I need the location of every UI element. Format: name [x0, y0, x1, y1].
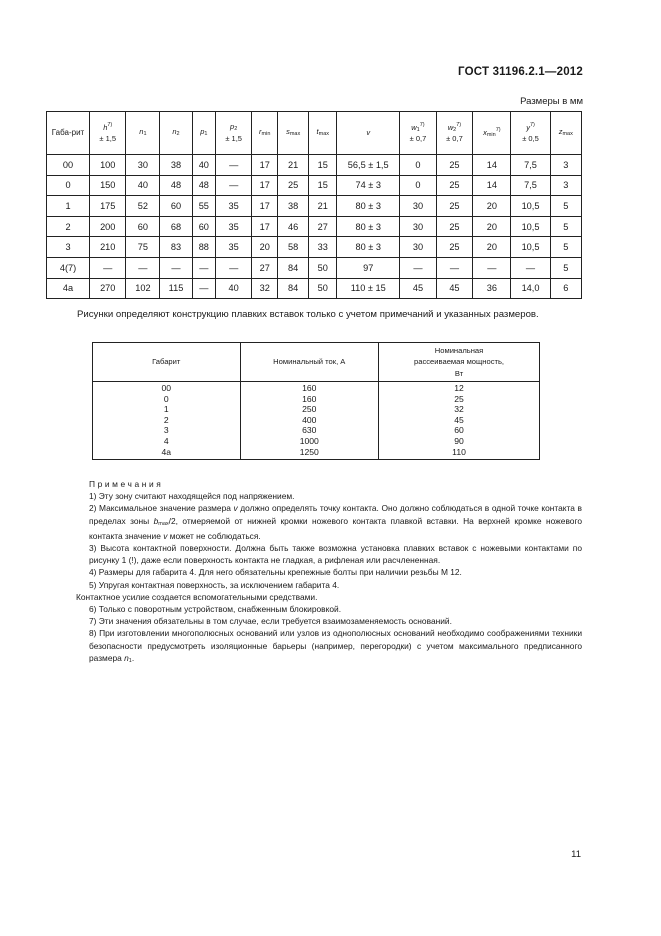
dims-cell: 33: [309, 237, 337, 258]
dims-cell: 55: [192, 196, 215, 217]
dims-cell: 40: [215, 278, 251, 299]
power-cell: 160: [240, 394, 379, 405]
dims-cell: 60: [160, 196, 192, 217]
power-cell: 12: [379, 382, 540, 394]
dims-cell: 35: [215, 237, 251, 258]
note-3: 3) Высота контактной поверхности. Должна быть также возможна установка плавких вставок с ножевыми контактами по рисунку 1 (!), даже если поверхность контакта не гладкая, а рифленая или расчлененная.: [89, 543, 582, 566]
power-cell: 110: [379, 447, 540, 460]
dims-cell: 38: [160, 155, 192, 176]
dims-cell: —: [126, 257, 160, 278]
note-5: 5) Упругая контактная поверхность, за исключением габарита 4.: [89, 579, 340, 590]
power-header-dissipation: Номинальная рассеиваемая мощность, Вт: [379, 343, 540, 382]
dims-cell: 270: [90, 278, 126, 299]
dims-cell: —: [400, 257, 436, 278]
dimensions-table: [46, 111, 582, 299]
document-id: ГОСТ 31196.2.1—2012: [458, 66, 583, 78]
note-2: 2) Максимальное значение размера v должно определять точку контакта. Оно должно соблюдаться в одной точке контакта в пределах зоны bmax/2, отмеряемой от нижней кромки ножевого контакта плавкой вставки. На верхней кромке ножевого контакта значение v может не соблюдаться.: [89, 503, 582, 541]
dims-cell: 0: [400, 155, 436, 176]
power-row: [93, 425, 540, 436]
dims-cell: 150: [90, 175, 126, 196]
dims-row: [47, 237, 582, 258]
power-cell: 1250: [240, 447, 379, 460]
dims-cell: 4a: [47, 278, 90, 299]
dims-col-header: n2: [160, 112, 192, 155]
dims-cell: 46: [278, 216, 309, 237]
power-cell: 60: [379, 425, 540, 436]
power-cell: 3: [93, 425, 241, 436]
power-cell: 630: [240, 425, 379, 436]
dims-cell: 17: [252, 216, 278, 237]
dims-cell: 6: [550, 278, 581, 299]
dims-cell: 102: [126, 278, 160, 299]
dims-cell: —: [160, 257, 192, 278]
dims-cell: 50: [309, 278, 337, 299]
dims-cell: 175: [90, 196, 126, 217]
dims-cell: 45: [436, 278, 472, 299]
power-row: [93, 394, 540, 405]
dims-cell: 2: [47, 216, 90, 237]
dims-col-header: xmin$^{7)}$: [473, 112, 511, 155]
dims-cell: 17: [252, 155, 278, 176]
dims-cell: 84: [278, 278, 309, 299]
dims-col-header: Габа-рит: [47, 112, 90, 155]
dims-cell: 14: [473, 175, 511, 196]
dims-cell: 80 ± 3: [337, 216, 400, 237]
dims-cell: 75: [126, 237, 160, 258]
dims-cell: 20: [473, 196, 511, 217]
dims-col-header: tmax: [309, 112, 337, 155]
dims-cell: 3: [550, 175, 581, 196]
dims-cell: 25: [436, 196, 472, 217]
power-header-row: [93, 343, 540, 382]
dims-cell: 15: [309, 175, 337, 196]
note-7: 7) Эти значения обязательны в том случае, если требуется взаимозаменяемость оснований.: [89, 616, 452, 627]
dims-cell: 80 ± 3: [337, 196, 400, 217]
dims-col-header: $h^{7)}$ ± 1,5: [90, 112, 126, 155]
dims-cell: 30: [400, 237, 436, 258]
dims-cell: 21: [278, 155, 309, 176]
dims-cell: 27: [309, 216, 337, 237]
dims-cell: 3: [47, 237, 90, 258]
dims-col-header: n1: [126, 112, 160, 155]
dims-cell: 45: [400, 278, 436, 299]
dims-cell: 84: [278, 257, 309, 278]
notes-heading: Примечания: [89, 479, 164, 489]
notes-block: [76, 478, 582, 667]
note-8: 8) При изготовлении многополюсных оснований или узлов из однополюсных оснований необходимо соображениями техники безопасности предусмотреть изоляционные барьеры (например, перегородки) с учетом максимального предписанного размера n1.: [89, 628, 582, 664]
dims-cell: —: [215, 257, 251, 278]
dims-cell: —: [192, 278, 215, 299]
dims-cell: 5: [550, 237, 581, 258]
power-cell: 160: [240, 382, 379, 394]
dims-cell: 5: [550, 196, 581, 217]
dims-col-header: $w1^{7)}$ ± 0,7: [400, 112, 436, 155]
power-row: [93, 404, 540, 415]
dims-cell: 38: [278, 196, 309, 217]
dims-cell: 115: [160, 278, 192, 299]
dims-cell: 35: [215, 196, 251, 217]
dims-cell: 27: [252, 257, 278, 278]
power-cell: 25: [379, 394, 540, 405]
dims-cell: 5: [550, 257, 581, 278]
dims-cell: 210: [90, 237, 126, 258]
dims-cell: —: [90, 257, 126, 278]
dims-cell: 1: [47, 196, 90, 217]
dims-cell: 30: [400, 196, 436, 217]
dims-cell: 88: [192, 237, 215, 258]
page-number: 11: [571, 849, 581, 860]
dims-cell: —: [192, 257, 215, 278]
dims-col-header: smax: [278, 112, 309, 155]
figure-note: Рисунки определяют конструкцию плавких вставок только с учетом примечаний и указанных размеров.: [77, 309, 539, 320]
dims-cell: 30: [400, 216, 436, 237]
dims-cell: 20: [252, 237, 278, 258]
dims-cell: 50: [309, 257, 337, 278]
dimensions-header-row: [47, 112, 582, 155]
power-table: [92, 342, 540, 460]
dims-col-header: p1: [192, 112, 215, 155]
dims-cell: 30: [126, 155, 160, 176]
power-cell: 90: [379, 436, 540, 447]
dims-col-header: rmin: [252, 112, 278, 155]
dims-cell: 110 ± 15: [337, 278, 400, 299]
dims-cell: 0: [400, 175, 436, 196]
dims-cell: —: [511, 257, 550, 278]
power-cell: 1000: [240, 436, 379, 447]
dims-cell: 25: [278, 175, 309, 196]
dims-cell: —: [215, 175, 251, 196]
power-cell: 4a: [93, 447, 241, 460]
dims-cell: 15: [309, 155, 337, 176]
dims-row: [47, 175, 582, 196]
dims-col-header: p2 ± 1,5: [215, 112, 251, 155]
dims-cell: 20: [473, 216, 511, 237]
dims-cell: 17: [252, 175, 278, 196]
power-cell: 2: [93, 415, 241, 426]
power-cell: 32: [379, 404, 540, 415]
note-1: 1) Эту зону считают находящейся под напряжением.: [89, 491, 295, 502]
dims-cell: 60: [126, 216, 160, 237]
power-cell: 0: [93, 394, 241, 405]
dims-cell: 40: [126, 175, 160, 196]
power-row: [93, 382, 540, 394]
dims-row: [47, 196, 582, 217]
dims-cell: —: [215, 155, 251, 176]
dims-row: [47, 155, 582, 176]
power-row: [93, 447, 540, 460]
note-5-continued: Контактное усилие создается вспомогательными средствами.: [76, 591, 318, 602]
dims-col-header: v: [337, 112, 400, 155]
dims-cell: —: [436, 257, 472, 278]
dims-cell: 200: [90, 216, 126, 237]
dims-col-header: zmax: [550, 112, 581, 155]
dims-cell: 48: [192, 175, 215, 196]
power-row: [93, 436, 540, 447]
dims-row: [47, 257, 582, 278]
dims-cell: 25: [436, 175, 472, 196]
dims-cell: 3: [550, 155, 581, 176]
dims-cell: 00: [47, 155, 90, 176]
dims-cell: 32: [252, 278, 278, 299]
dims-cell: 40: [192, 155, 215, 176]
dims-cell: 25: [436, 216, 472, 237]
dims-row: [47, 278, 582, 299]
power-cell: 45: [379, 415, 540, 426]
dims-cell: 60: [192, 216, 215, 237]
dims-col-header: $w2^{7)}$ ± 0,7: [436, 112, 472, 155]
units-caption: Размеры в мм: [520, 96, 583, 107]
dims-cell: 4(7): [47, 257, 90, 278]
power-cell: 4: [93, 436, 241, 447]
dims-cell: 10,5: [511, 237, 550, 258]
dims-cell: 52: [126, 196, 160, 217]
power-cell: 00: [93, 382, 241, 394]
dims-cell: 7,5: [511, 175, 550, 196]
dims-cell: 5: [550, 216, 581, 237]
note-6: 6) Только с поворотным устройством, снабженным блокировкой.: [89, 604, 342, 615]
dims-cell: 25: [436, 237, 472, 258]
power-cell: 400: [240, 415, 379, 426]
dims-cell: 68: [160, 216, 192, 237]
power-row: [93, 415, 540, 426]
dims-cell: 56,5 ± 1,5: [337, 155, 400, 176]
dims-cell: 17: [252, 196, 278, 217]
dims-cell: 83: [160, 237, 192, 258]
dims-cell: 48: [160, 175, 192, 196]
dims-cell: 20: [473, 237, 511, 258]
dims-cell: 58: [278, 237, 309, 258]
note-4: 4) Размеры для габарита 4. Для него обязательны крепежные болты при наличии резьбы М 12.: [89, 567, 462, 578]
dims-col-header: $y^{7)}$ ± 0,5: [511, 112, 550, 155]
dims-cell: 97: [337, 257, 400, 278]
dims-cell: 14,0: [511, 278, 550, 299]
dims-row: [47, 216, 582, 237]
power-header-size: Габарит: [93, 343, 241, 382]
dims-cell: 35: [215, 216, 251, 237]
dims-cell: 25: [436, 155, 472, 176]
power-header-current: Номинальный ток, А: [240, 343, 379, 382]
dims-cell: 36: [473, 278, 511, 299]
power-cell: 250: [240, 404, 379, 415]
dims-cell: 10,5: [511, 196, 550, 217]
dims-cell: 21: [309, 196, 337, 217]
power-cell: 1: [93, 404, 241, 415]
dims-cell: 0: [47, 175, 90, 196]
dims-cell: 74 ± 3: [337, 175, 400, 196]
dims-cell: 80 ± 3: [337, 237, 400, 258]
dims-cell: 10,5: [511, 216, 550, 237]
dims-cell: —: [473, 257, 511, 278]
dims-cell: 7,5: [511, 155, 550, 176]
dims-cell: 14: [473, 155, 511, 176]
dims-cell: 100: [90, 155, 126, 176]
